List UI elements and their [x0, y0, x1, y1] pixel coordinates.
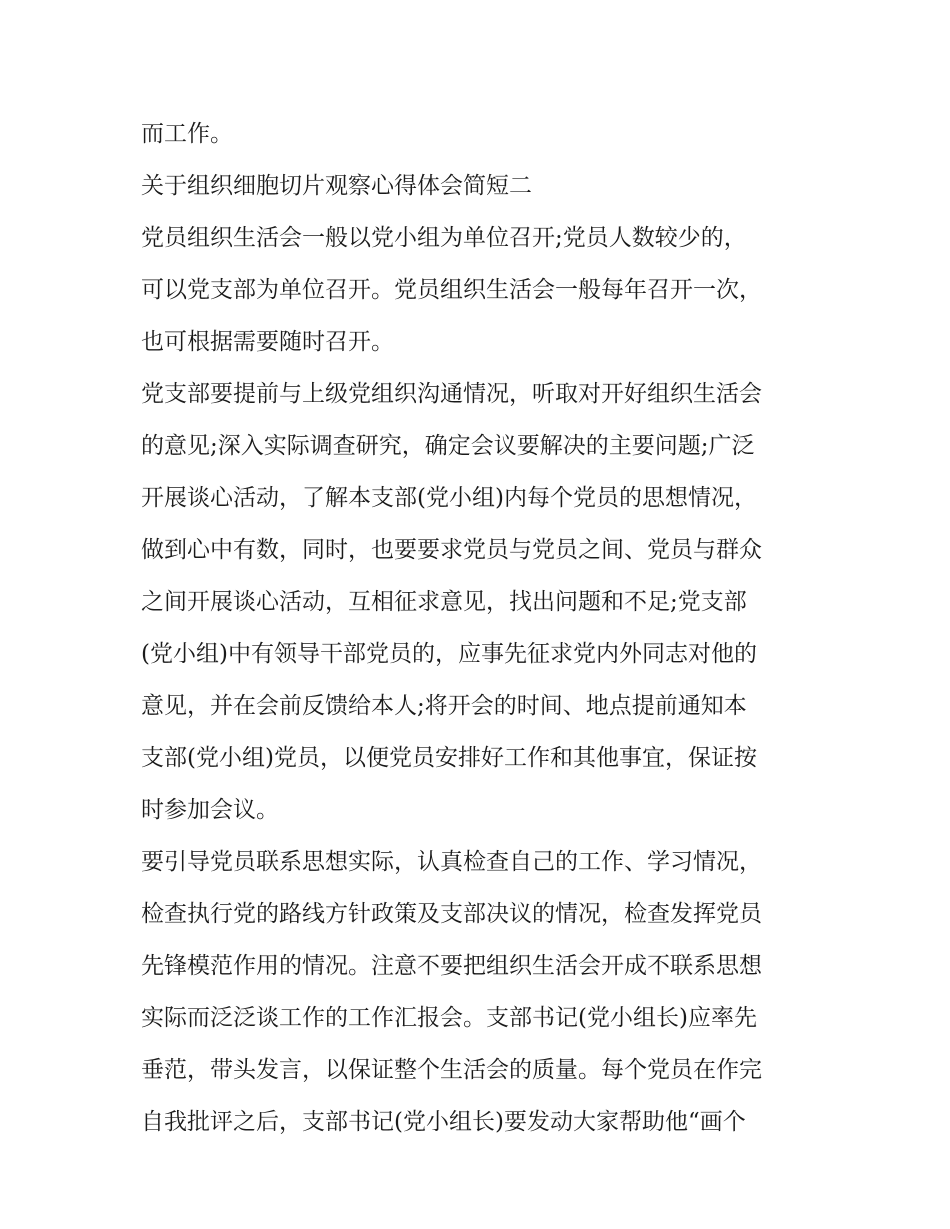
text-line: 之间开展谈心活动，互相征求意见，找出问题和不足;党支部 [141, 589, 747, 615]
text-line: 党支部要提前与上级党组织沟通情况，听取对开好组织生活会 [141, 381, 762, 407]
section-heading: 关于组织细胞切片观察心得体会简短二 [141, 173, 532, 199]
text-line: 做到心中有数，同时，也要要求党员与党员之间、党员与群众 [141, 537, 762, 563]
document-body [141, 108, 813, 1148]
text-line: 要引导党员联系思想实际，认真检查自己的工作、学习情况， [141, 849, 762, 875]
text-line: 也可根据需要随时召开。 [141, 329, 394, 355]
text-line: (党小组)中有领导干部党员的，应事先征求党内外同志对他的 [141, 641, 757, 667]
text-line: 可以党支部为单位召开。党员组织生活会一般每年召开一次， [141, 277, 762, 303]
text-line: 检查执行党的路线方针政策及支部决议的情况，检查发挥党员 [141, 901, 762, 927]
text-line: 开展谈心活动，了解本支部(党小组)内每个党员的思想情况， [141, 485, 757, 511]
text-line: 而工作。 [141, 121, 233, 147]
text-line: 自我批评之后，支部书记(党小组长)要发动大家帮助他“画个 [141, 1109, 746, 1135]
text-line: 垂范，带头发言，以保证整个生活会的质量。每个党员在作完 [141, 1057, 762, 1083]
text-line: 党员组织生活会一般以党小组为单位召开;党员人数较少的， [141, 225, 747, 251]
text-line: 的意见;深入实际调查研究，确定会议要解决的主要问题;广泛 [141, 433, 755, 459]
text-line: 支部(党小组)党员，以便党员安排好工作和其他事宜，保证按 [141, 745, 757, 771]
text-line: 实际而泛泛谈工作的工作汇报会。支部书记(党小组长)应率先 [141, 1005, 757, 1031]
text-line: 意见，并在会前反馈给本人;将开会的时间、地点提前通知本 [141, 693, 747, 719]
text-line: 时参加会议。 [141, 797, 279, 823]
text-line: 先锋模范作用的情况。注意不要把组织生活会开成不联系思想 [141, 953, 762, 979]
